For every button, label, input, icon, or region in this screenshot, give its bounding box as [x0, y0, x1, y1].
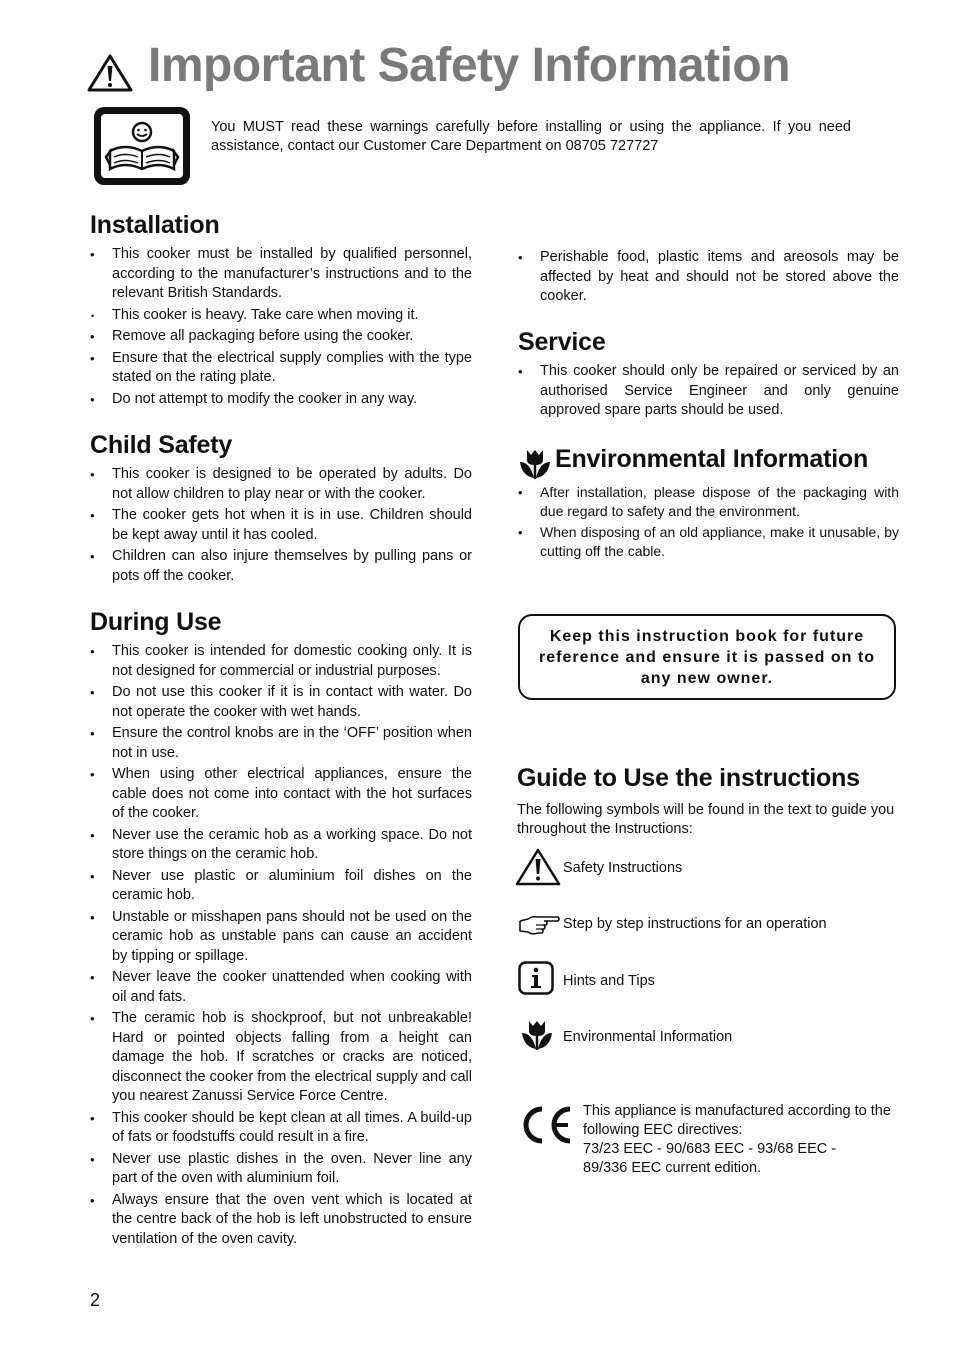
ce-directives-text [583, 1102, 893, 1178]
list-item: • Perishable food, plastic items and areosols may be affected by heat and should not be stored above the cooker. [518, 248, 899, 307]
read-manual-icon [92, 105, 192, 187]
list-item: • Never use plastic or aluminium foil dishes on the ceramic hob. [90, 867, 472, 906]
keep-instructions-notice: Keep this instruction book for future reference and ensure it is passed on to any new owner. [518, 614, 896, 700]
symbol-label-step: Step by step instructions for an operation [563, 916, 827, 932]
warning-triangle-icon [86, 53, 134, 93]
info-icon [518, 961, 554, 995]
intro-text: You MUST read these warnings carefully before installing or using the appliance. If you need assistance, contact our Customer Care Department on 08705 727727 [211, 119, 851, 154]
list-item: • When using other electrical appliances, ensure the cable does not come into contact with the hot surfaces of the cooker. [90, 765, 472, 824]
symbol-label-safety: Safety Instructions [563, 860, 683, 876]
symbol-label-hints: Hints and Tips [563, 973, 655, 989]
guide-heading: Guide to Use the instructions [517, 764, 860, 792]
guide-text: The following symbols will be found in the text to guide you throughout the Instructions: [517, 802, 895, 837]
child-safety-heading: Child Safety [90, 431, 233, 459]
during-use-list [90, 642, 472, 1251]
storage-list [518, 248, 899, 309]
list-item: • Children can also injure themselves by pulling pans or pots off the cooker. [90, 547, 472, 586]
warning-triangle-icon [515, 848, 561, 886]
service-heading: Service [518, 328, 606, 356]
list-item: • After installation, please dispose of the packaging with due regard to safety and the environment. [518, 483, 899, 521]
list-item: • Ensure that the electrical supply complies with the type stated on the rating plate. [90, 349, 472, 388]
installation-heading: Installation [90, 211, 220, 239]
installation-list [90, 245, 472, 411]
page-number: 2 [90, 1290, 101, 1310]
symbol-label-environment: Environmental Information [563, 1029, 733, 1045]
list-item: • The ceramic hob is shockproof, but not unbreakable! Hard or pointed objects falling from a height can damage the hob. If scratches or cracks are noticed, disconnect the cooker from the electrical supply and call you nearest Zanussi Service Force Centre. [90, 1009, 472, 1107]
list-item: • Do not use this cooker if it is in contact with water. Do not operate the cooker with wet hands. [90, 683, 472, 722]
list-item: • Ensure the control knobs are in the ‘OFF’ position when not in use. [90, 724, 472, 763]
list-item: • Never use plastic dishes in the oven. Never line any part of the oven with aluminium foil. [90, 1150, 472, 1189]
list-item: • This cooker must be installed by qualified personnel, according to the manufacturer’s instructions and to the relevant British Standards. [90, 245, 472, 304]
list-item: • Unstable or misshapen pans should not be used on the ceramic hob as unstable pans can cause an accident by tipping or spillage. [90, 908, 472, 967]
environmental-list [518, 483, 899, 563]
ce-mark-icon [518, 1105, 574, 1145]
environment-tulip-icon [520, 1019, 554, 1051]
child-safety-list [90, 465, 472, 588]
list-item: • This cooker should be kept clean at all times. A build-up of fats or foodstuffs could result in a fire. [90, 1109, 472, 1148]
list-item: • This cooker is designed to be operated by adults. Do not allow children to play near or with the cooker. [90, 465, 472, 504]
list-item: • Remove all packaging before using the cooker. [90, 327, 472, 347]
ce-text-line: 73/23 EEC - 90/683 EEC - 93/68 EEC - [583, 1141, 837, 1157]
list-item: • This cooker is intended for domestic cooking only. It is not designed for commercial or industrial purposes. [90, 642, 472, 681]
environmental-heading: Environmental Information [555, 445, 869, 473]
list-item: • Do not attempt to modify the cooker in any way. [90, 390, 472, 410]
service-list [518, 362, 899, 423]
list-item: • Always ensure that the oven vent which is located at the centre back of the hob is left unobstructed to ensure ventilation of the oven cavity. [90, 1191, 472, 1250]
list-item: • The cooker gets hot when it is in use. Children should be kept away until it has cooled. [90, 506, 472, 545]
list-item: • This cooker should only be repaired or serviced by an authorised Service Engineer and only genuine approved spare parts should be used. [518, 362, 899, 421]
environment-tulip-icon [518, 448, 552, 480]
during-use-heading: During Use [90, 608, 222, 636]
page-title: Important Safety Information [148, 39, 791, 92]
ce-text-line: This appliance is manufactured according to the following EEC directives: [583, 1103, 891, 1138]
list-item: • Never use the ceramic hob as a working space. Do not store things on the ceramic hob. [90, 826, 472, 865]
pointing-hand-icon [518, 913, 560, 937]
list-item: • When disposing of an old appliance, make it unusable, by cutting off the cable. [518, 523, 899, 561]
ce-text-line: 89/336 EEC current edition. [583, 1160, 762, 1176]
list-item: • Never leave the cooker unattended when cooking with oil and fats. [90, 968, 472, 1007]
list-item: • This cooker is heavy. Take care when moving it. [90, 306, 472, 326]
